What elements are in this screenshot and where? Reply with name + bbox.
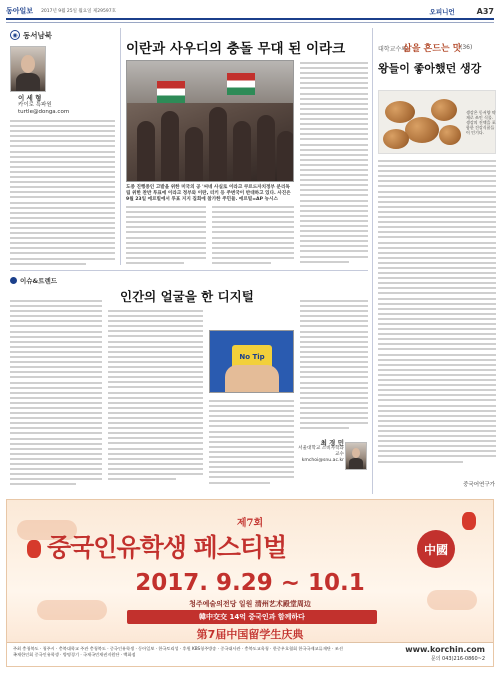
ad-slogan: 韓中交交 14억 중국인과 함께하다 <box>127 610 377 624</box>
essay-series-title: 삶을 흔드는 맛 <box>403 44 462 54</box>
digital-author-portrait <box>345 442 367 470</box>
column-header <box>10 28 110 42</box>
ad-venue: 청주예술의전당 일원 清州艺术殿堂周边 <box>189 600 311 608</box>
column-logo-icon: ◉ <box>10 30 20 40</box>
digital-headline: 인간의 얼굴을 한 디지털 <box>120 289 254 304</box>
ad-title: 중국인유학생 페스티벌 <box>47 533 287 562</box>
digital-author-email: kmchoi@snu.ac.kr <box>301 458 344 463</box>
digital-body-col4 <box>300 300 368 438</box>
essay-kicker: 대학교수의 <box>378 46 407 53</box>
section-divider <box>10 270 368 271</box>
issue-date: 2017년 9월 25일 월요일 제29597호 <box>41 9 116 14</box>
ad-phone: 문의 043)216-0860~2 <box>430 656 485 662</box>
digital-body-col1 <box>10 300 102 490</box>
header-rule <box>6 22 494 23</box>
section-bullet-icon <box>10 277 17 284</box>
issue-trend-text: 이슈&트렌드 <box>20 277 58 285</box>
ad-dates: 2017. 9.29 ~ 10.1 <box>135 570 365 596</box>
page-header <box>6 4 494 20</box>
author-email: turtle@donga.com <box>18 109 70 115</box>
page-number: A37 <box>476 6 494 16</box>
issue-trend-label <box>10 276 57 285</box>
festival-ad[interactable] <box>6 499 494 667</box>
lead-photo-caption: 도중 진행중인 고발을 위한 미국의 공 '씨네 사실로 이라크 쿠르드자치정부 분리독립 위한 찬반 투표에 이라크 정부와 이란, 터키 등 주변국이 반대하고 있다. 사진은 9월 23일 에르빌에서 투표 지지 집회에 참가한 주민들. 에르빌=AP 뉴시스 <box>126 185 291 202</box>
left-column-body <box>10 120 115 270</box>
left-byline <box>18 95 118 116</box>
newspaper-brand: 동아일보 <box>6 7 34 15</box>
ad-url-link[interactable]: www.korchin.com <box>405 645 485 654</box>
lead-body-col1 <box>126 206 206 266</box>
hand-image <box>225 365 279 393</box>
lantern-icon <box>27 540 41 558</box>
author-name: 이 세 형 <box>18 94 42 102</box>
lead-body-col3 <box>300 62 368 266</box>
author-portrait <box>10 46 46 92</box>
ad-footer <box>7 642 493 666</box>
ad-edition: 제7회 <box>236 518 264 529</box>
digital-byline <box>298 440 344 464</box>
essay-headline: 왕들이 좋아했던 생강 <box>378 62 482 75</box>
digital-author-title: 서울대학교 소비자학과 교수 <box>298 446 344 457</box>
no-tip-sign: No Tip <box>232 345 272 369</box>
right-column-divider <box>372 28 373 494</box>
essay-photo-caption: 생강은 동서양 약재로 쓰인 식물. 생강의 진액을 포함한 건강식품들이 인기다. <box>466 110 496 135</box>
essay-series-number: (36) <box>460 44 473 51</box>
festival-emblem-icon: 中國 <box>417 530 455 568</box>
lead-photo <box>126 60 294 182</box>
author-title: 카이로 특파원 <box>18 102 52 108</box>
essay-body <box>378 160 496 470</box>
digital-body-col2 <box>108 310 203 490</box>
ad-hosts: 주최 충청북도 · 청주시 · 충북대학교 주관 충청북도 · 중국인유학생 · 동아일보 · 한국토리성 · 후원 KBS청주방송 · 중국대사관 · 충북도교육청 · 한중우호협회 한국국제교류재단 · 조선족재한인회 중국인유학생 · 방명경기 · 국재국민재권지원단 · 백화점 <box>13 646 343 657</box>
column-divider <box>120 28 121 265</box>
section-name: 오피니언 <box>429 7 455 16</box>
column-series-title: 동서남북 <box>23 30 52 40</box>
lead-headline: 이란과 사우디의 충돌 무대 된 이라크 <box>126 41 346 57</box>
ad-subtitle: 第7届中国留学生庆典 <box>196 628 304 641</box>
digital-body-col3 <box>209 400 294 490</box>
lead-body-col2 <box>212 206 294 266</box>
digital-photo <box>209 330 294 393</box>
digital-author-name: 최 경 민 <box>320 439 344 447</box>
essay-byline <box>445 482 495 489</box>
essay-author: 중국어연구가 <box>463 482 495 488</box>
